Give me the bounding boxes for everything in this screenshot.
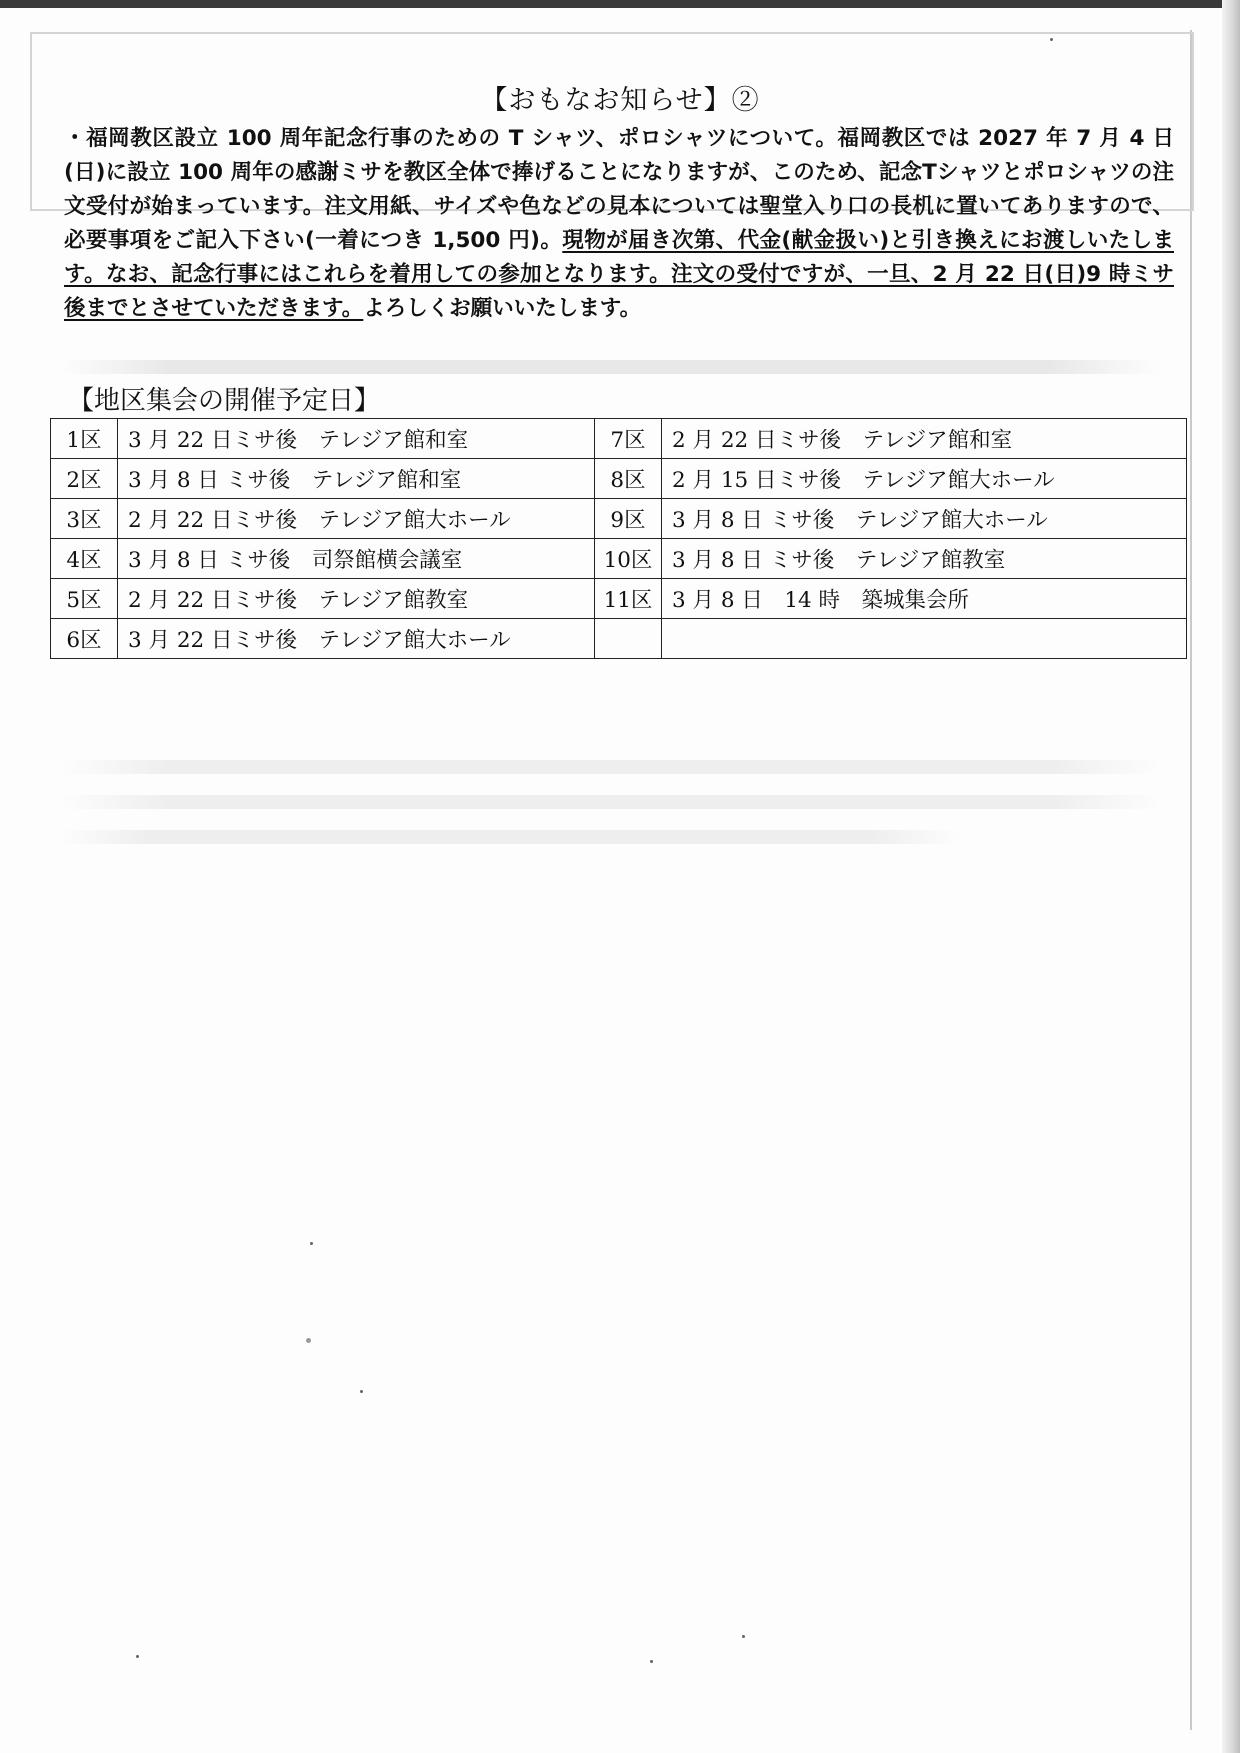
district-number bbox=[595, 619, 662, 659]
table-row bbox=[51, 619, 1187, 659]
bleed-through-line bbox=[60, 760, 1160, 774]
notice-text-underlined: 現物が届き次第、代金(献金扱い)と引き換えにお渡しいたします。なお、記念行事にはこれらを着用しての参加となります。 bbox=[64, 228, 1175, 287]
district-number: 9区 bbox=[595, 499, 662, 539]
bleed-through-line bbox=[60, 795, 1160, 809]
meeting-detail: 3 月 22 日ミサ後 テレジア館大ホール bbox=[118, 619, 595, 659]
meeting-detail: 2 月 22 日ミサ後 テレジア館和室 bbox=[662, 419, 1187, 459]
scan-speck bbox=[742, 1635, 745, 1638]
meeting-detail: 2 月 22 日ミサ後 テレジア館教室 bbox=[118, 579, 595, 619]
notice-title: 【おもなお知らせ】② bbox=[480, 85, 760, 116]
table-row bbox=[51, 459, 1187, 499]
notice-text: ・福岡教区設立 100 周年記念行事のための T シャツ、ポロシャツについて。福岡教区では 2027 年 7 月 4 日(日)に設立 100 周年の感謝ミサを教区全体で捧げることになりますが、このため、記念Tシャツとポロシャツの注文受付が始まっています。注文用紙、サイズや色などの見本については聖堂入り口の長机に置いてありますので、必要事項をご記入下さい(一着につき 1,500 円)。 bbox=[64, 126, 1174, 253]
meeting-detail: 3 月 22 日ミサ後 テレジア館和室 bbox=[118, 419, 595, 459]
district-number: 8区 bbox=[595, 459, 662, 499]
schedule-heading: 【地区集会の開催予定日】 bbox=[68, 386, 381, 416]
schedule-table bbox=[50, 418, 1187, 659]
scan-top-edge bbox=[0, 0, 1240, 8]
district-number: 3区 bbox=[51, 499, 118, 539]
district-number: 4区 bbox=[51, 539, 118, 579]
district-number: 6区 bbox=[51, 619, 118, 659]
table-row bbox=[51, 579, 1187, 619]
notice-deadline-underlined: 注文の受付ですが、一旦、2 月 22 日(日)9 時ミサ後までとさせていただきます。 bbox=[64, 262, 1174, 321]
scan-speck bbox=[1050, 38, 1053, 41]
district-number: 2区 bbox=[51, 459, 118, 499]
scan-speck bbox=[136, 1655, 139, 1658]
scan-speck bbox=[306, 1338, 311, 1343]
scan-right-edge bbox=[1222, 0, 1240, 1753]
scan-margin-line bbox=[1190, 30, 1192, 1730]
meeting-detail: 3 月 8 日 14 時 築城集会所 bbox=[662, 579, 1187, 619]
meeting-detail: 2 月 15 日ミサ後 テレジア館大ホール bbox=[662, 459, 1187, 499]
meeting-detail: 3 月 8 日 ミサ後 テレジア館大ホール bbox=[662, 499, 1187, 539]
meeting-detail: 3 月 8 日 ミサ後 テレジア館教室 bbox=[662, 539, 1187, 579]
notice-body bbox=[64, 122, 1174, 326]
district-number: 5区 bbox=[51, 579, 118, 619]
district-number: 1区 bbox=[51, 419, 118, 459]
scan-speck bbox=[360, 1390, 363, 1393]
table-row bbox=[51, 499, 1187, 539]
table-row bbox=[51, 539, 1187, 579]
scan-speck bbox=[310, 1242, 313, 1245]
notice-closing: よろしくお願いいたします。 bbox=[363, 296, 642, 321]
meeting-detail: 3 月 8 日 ミサ後 テレジア館和室 bbox=[118, 459, 595, 499]
meeting-detail: 2 月 22 日ミサ後 テレジア館大ホール bbox=[118, 499, 595, 539]
meeting-detail bbox=[662, 619, 1187, 659]
district-number: 11区 bbox=[595, 579, 662, 619]
district-number: 10区 bbox=[595, 539, 662, 579]
bleed-through-line bbox=[60, 360, 1160, 374]
meeting-detail: 3 月 8 日 ミサ後 司祭館横会議室 bbox=[118, 539, 595, 579]
district-number: 7区 bbox=[595, 419, 662, 459]
bleed-through-line bbox=[60, 830, 960, 844]
table-row bbox=[51, 419, 1187, 459]
scan-speck bbox=[650, 1660, 653, 1663]
